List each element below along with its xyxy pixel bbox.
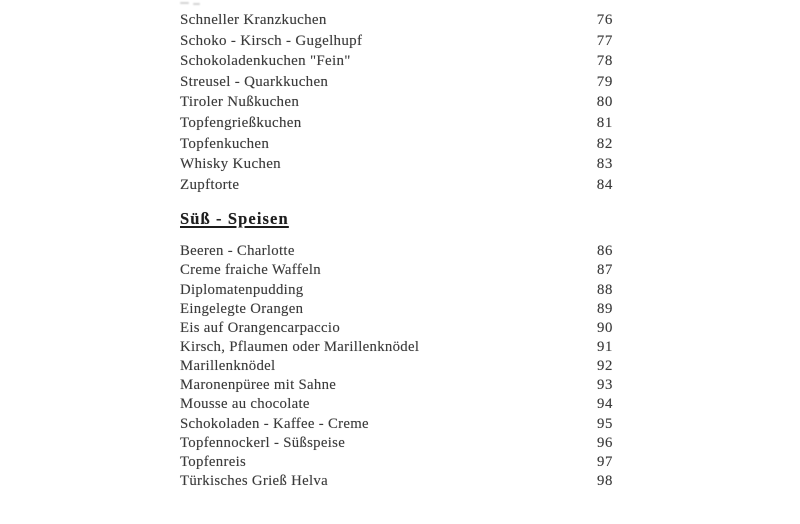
- entry-title: Whisky Kuchen: [180, 156, 281, 173]
- toc-row: [180, 415, 613, 434]
- entry-title: Maronenpüree mit Sahne: [180, 377, 337, 394]
- toc-row: [180, 434, 613, 453]
- entry-page-number: 97: [597, 453, 613, 470]
- entry-title: Topfenkuchen: [180, 135, 270, 152]
- toc-row: [180, 472, 613, 491]
- entry-page-number: 96: [597, 434, 613, 451]
- toc-row: [180, 357, 613, 376]
- toc-row: [180, 175, 613, 196]
- entry-title: Topfennockerl - Süßspeise: [180, 434, 346, 451]
- toc-row: [180, 242, 613, 261]
- entry-page-number: 88: [597, 281, 613, 298]
- entry-title: Topfenreis: [180, 453, 247, 470]
- toc-row: [180, 51, 613, 72]
- entry-title: Schokoladenkuchen "Fein": [180, 53, 351, 70]
- entry-title: Streusel - Quarkkuchen: [180, 73, 329, 90]
- toc-row: [180, 261, 613, 280]
- entry-page-number: 77: [596, 32, 613, 49]
- entry-title: Topfengrießkuchen: [180, 114, 302, 131]
- entry-title: Eingelegte Orangen: [180, 300, 304, 317]
- toc-row: [180, 10, 613, 31]
- entry-title: Schneller Kranzkuchen: [180, 12, 327, 28]
- entry-title: Tiroler Nußkuchen: [180, 94, 300, 111]
- toc-row: [180, 300, 613, 319]
- entry-page-number: 98: [597, 473, 613, 490]
- toc-row: [180, 113, 613, 134]
- entry-title: Creme fraiche Waffeln: [180, 262, 321, 279]
- toc-row: [180, 338, 613, 357]
- toc-row: [180, 395, 613, 414]
- entry-title: Eis auf Orangencarpaccio: [180, 319, 341, 336]
- toc-row: [180, 31, 613, 52]
- entry-page-number: 95: [597, 415, 613, 432]
- entry-page-number: 84: [596, 176, 613, 193]
- entry-title: Mousse au chocolate: [180, 396, 310, 413]
- entry-page-number: 91: [597, 339, 613, 356]
- scan-artifact-marks: [180, 1, 206, 6]
- entry-page-number: 83: [596, 156, 613, 173]
- entry-page-number: 87: [597, 262, 613, 279]
- entry-title: Diplomatenpudding: [180, 281, 304, 298]
- entry-page-number: 79: [596, 73, 613, 90]
- entry-page-number: 93: [597, 377, 613, 394]
- entry-title: Schokoladen - Kaffee - Creme: [180, 415, 369, 432]
- toc: [180, 10, 613, 491]
- entry-page-number: 80: [596, 94, 613, 111]
- toc-row: [180, 376, 613, 395]
- entry-title: Beeren - Charlotte: [180, 243, 295, 260]
- toc-row: [180, 281, 613, 300]
- entry-page-number: 82: [596, 135, 613, 152]
- entry-page-number: 81: [596, 114, 613, 131]
- entry-page-number: 92: [597, 358, 613, 375]
- entry-page-number: 86: [597, 243, 613, 260]
- toc-row: [180, 72, 613, 93]
- entry-page-number: 94: [597, 396, 613, 413]
- entry-page-number: 76: [596, 12, 613, 28]
- toc-section: [180, 208, 613, 491]
- section-heading: Süß - Speisen: [180, 209, 289, 229]
- entry-page-number: 90: [597, 319, 613, 336]
- entry-title: Zupftorte: [180, 176, 240, 193]
- toc-row: [180, 92, 613, 113]
- toc-row: [180, 453, 613, 472]
- entry-page-number: 78: [596, 53, 613, 70]
- toc-row: [180, 319, 613, 338]
- toc-section: [180, 10, 613, 195]
- entry-title: Schoko - Kirsch - Gugelhupf: [180, 32, 363, 49]
- toc-row: [180, 134, 613, 155]
- entry-title: Marillenknödel: [180, 358, 276, 375]
- toc-row: [180, 154, 613, 175]
- entry-page-number: 89: [597, 300, 613, 317]
- entry-title: Kirsch, Pflaumen oder Marillenknödel: [180, 339, 420, 356]
- entry-title: Türkisches Grieß Helva: [180, 473, 328, 490]
